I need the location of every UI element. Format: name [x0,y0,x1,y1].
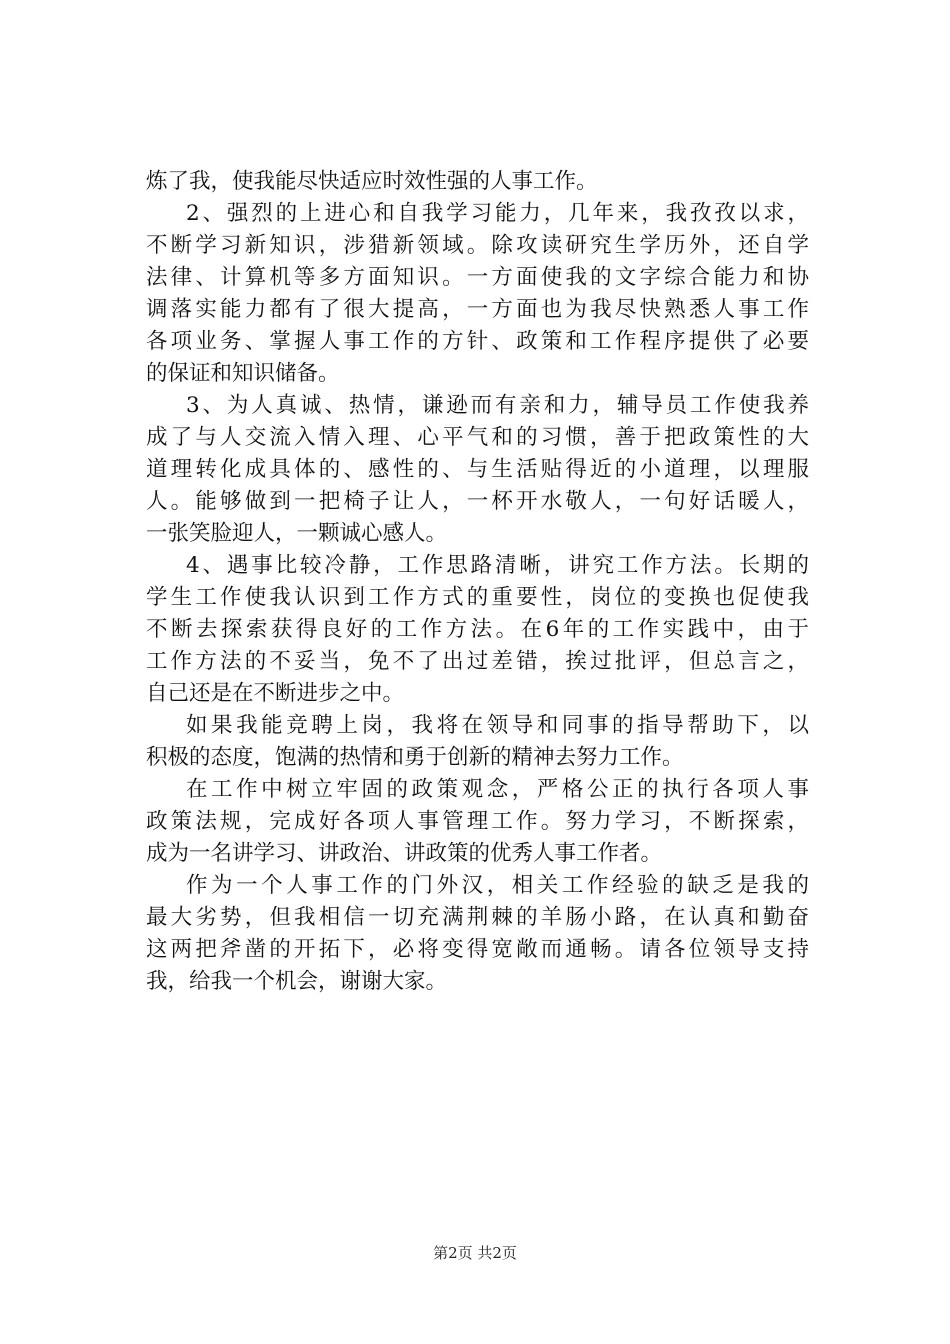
text-line: 一张笑脸迎人，一颗诚心感人。 [146,521,448,546]
text-line: 炼了我，使我能尽快适应时效性强的人事工作。 [146,169,598,194]
text-line: 作为一个人事工作的门外汉，相关工作经验的缺乏是我的 [186,873,809,898]
text-line: 工作方法的不妥当，免不了出过差错，挨过批评，但总言之， [146,649,809,674]
text-line: 人。能够做到一把椅子让人，一杯开水敬人，一句好话暖人， [146,489,809,514]
text-line: 我，给我一个机会，谢谢大家。 [146,969,448,994]
text-line: 的保证和知识储备。 [146,361,340,386]
document-body [146,166,809,998]
text-line: 学生工作使我认识到工作方式的重要性，岗位的变换也促使我 [146,585,809,610]
text-line: 政策法规，完成好各项人事管理工作。努力学习，不断探索， [146,809,809,834]
text-line: 成为一名讲学习、讲政治、讲政策的优秀人事工作者。 [146,841,663,866]
text-line: 各项业务、掌握人事工作的方针、政策和工作程序提供了必要 [146,329,809,354]
text-line: 在工作中树立牢固的政策观念，严格公正的执行各项人事 [186,777,809,802]
text-line: 道理转化成具体的、感性的、与生活贴得近的小道理，以理服 [146,457,809,482]
text-line: 成了与人交流入情入理、心平气和的习惯，善于把政策性的大 [146,425,809,450]
text-line: 自己还是在不断进步之中。 [146,681,405,706]
text-line: 这两把斧凿的开拓下，必将变得宽敞而通畅。请各位领导支持 [146,937,809,962]
text-line: 3、为人真诚、热情，谦逊而有亲和力，辅导员工作使我养 [186,393,809,418]
text-line: 4、遇事比较冷静，工作思路清晰，讲究工作方法。长期的 [186,553,809,578]
text-line: 2、强烈的上进心和自我学习能力，几年来，我孜孜以求， [186,201,809,226]
page-footer: 第2页 共2页 [433,1244,517,1262]
text-line: 积极的态度，饱满的热情和勇于创新的精神去努力工作。 [146,745,684,770]
text-line: 法律、计算机等多方面知识。一方面使我的文字综合能力和协 [146,265,809,290]
text-line: 不断去探索获得良好的工作方法。在6年的工作实践中，由于 [146,617,809,642]
text-line: 不断学习新知识，涉猎新领域。除攻读研究生学历外，还自学 [146,233,809,258]
text-line: 如果我能竞聘上岗，我将在领导和同事的指导帮助下，以 [186,713,809,738]
text-line: 调落实能力都有了很大提高，一方面也为我尽快熟悉人事工作 [146,297,809,322]
text-line: 最大劣势，但我相信一切充满荆棘的羊肠小路，在认真和勤奋 [146,905,809,930]
